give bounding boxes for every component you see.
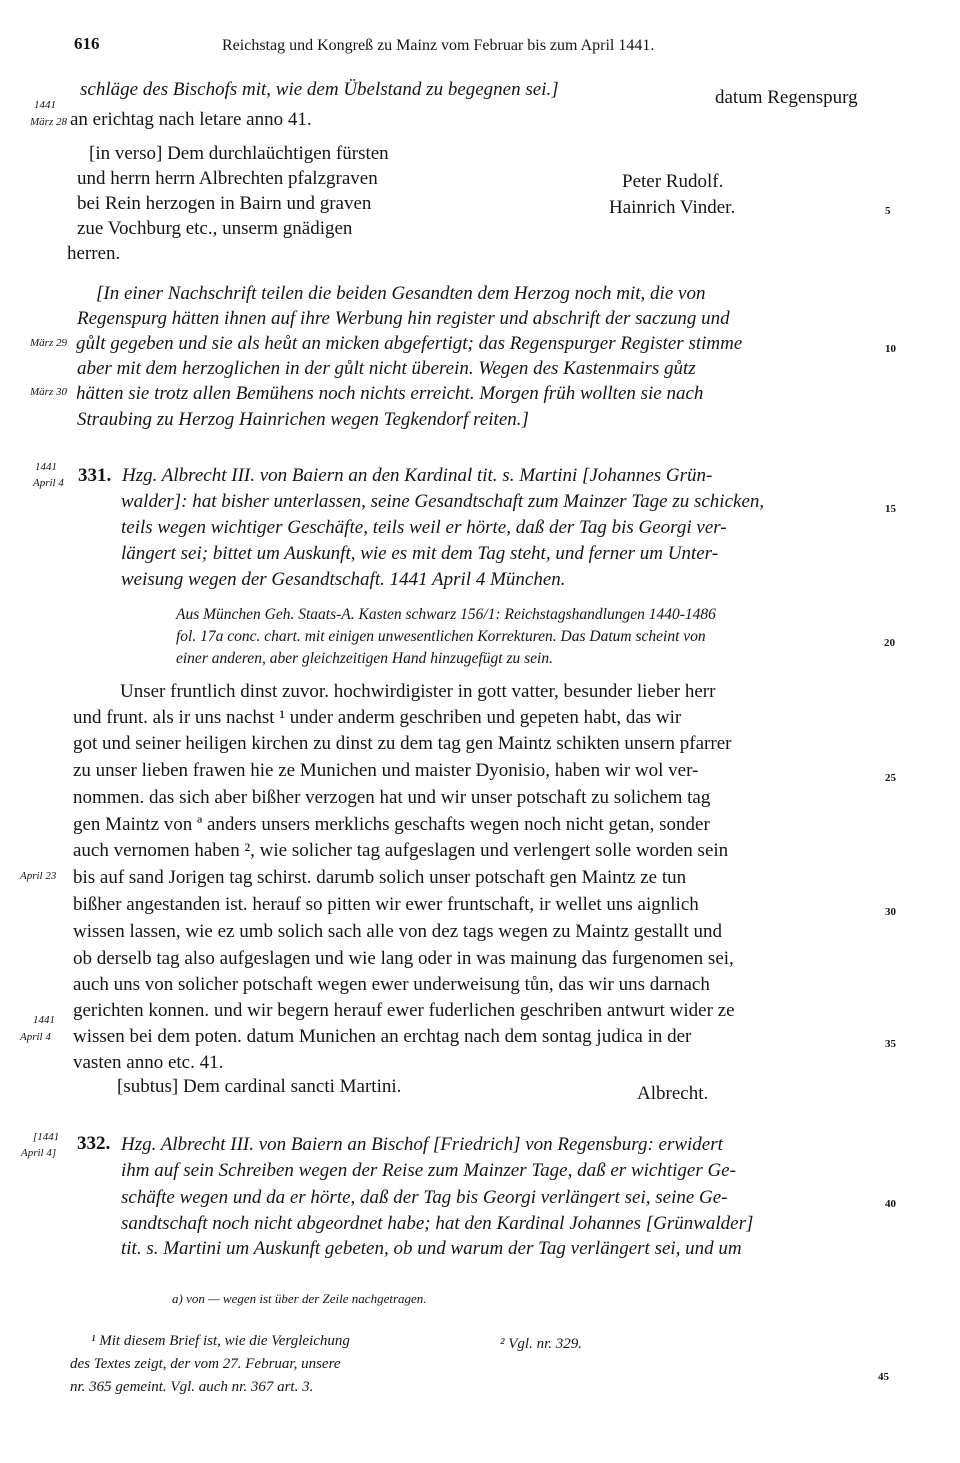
line-number: 30 bbox=[885, 906, 896, 918]
margin-date: April 4 bbox=[33, 477, 64, 489]
body-line: ob derselb tag also aufgeslagen und wie lang oder in was mainung das furgenomen sei, bbox=[73, 948, 734, 969]
regest-line: längert sei; bittet um Auskunft, wie es mit dem Tag steht, und ferner um Unter- bbox=[121, 543, 719, 564]
footnote-line: nr. 365 gemeint. Vgl. auch nr. 367 art. 3. bbox=[70, 1379, 314, 1395]
text-line: schläge des Bischofs mit, wie dem Übelstand zu begegnen sei.] bbox=[80, 79, 559, 100]
summary-line: Regenspurg hätten ihnen auf ihre Werbung hin register und abschrift der saczung und bbox=[77, 308, 730, 329]
line-number: 35 bbox=[885, 1038, 896, 1050]
source-note: einer anderen, aber gleichzeitigen Hand hinzugefügt zu sein. bbox=[176, 650, 553, 667]
footnote-line: des Textes zeigt, der vom 27. Februar, unsere bbox=[70, 1356, 341, 1372]
source-note: Aus München Geh. Staats-A. Kasten schwarz 156/1: Reichstagshandlungen 1440-1486 bbox=[176, 606, 716, 623]
footnote: a) von — wegen ist über der Zeile nachgetragen. bbox=[172, 1291, 427, 1306]
margin-date: März 28 bbox=[30, 116, 67, 128]
document-number: 332. bbox=[77, 1133, 111, 1154]
body-line: gen Maintz von ª anders unsers merklichs geschafts wegen noch nicht getan, sonder bbox=[73, 814, 710, 835]
summary-line: gůlt gegeben und sie als heůt an micken abgefertigt; das Regenspurger Register stimme bbox=[76, 333, 743, 354]
body-line: nommen. das sich aber bißher verzogen hat und wir unser potschaft zu solichem tag bbox=[73, 787, 711, 808]
text-line: an erichtag nach letare anno 41. bbox=[70, 109, 312, 130]
regest-line: Hzg. Albrecht III. von Baiern an Bischof [Friedrich] von Regensburg: erwidert bbox=[121, 1134, 723, 1155]
address-line: [in verso] Dem durchlaüchtigen fürsten bbox=[89, 143, 389, 164]
regest-line: walder]: hat bisher unterlassen, seine Gesandtschaft zum Mainzer Tage zu schicken, bbox=[121, 491, 765, 512]
body-line: auch vernomen haben ², wie solicher tag aufgeslagen und verlengert solle worden sein bbox=[73, 840, 729, 861]
margin-date-year: 1441 bbox=[33, 1014, 55, 1026]
regest-line: Hzg. Albrecht III. von Baiern an den Kardinal tit. s. Martini [Johannes Grün- bbox=[122, 465, 713, 486]
summary-line: Straubing zu Herzog Hainrichen wegen Tegkendorf reiten.] bbox=[77, 409, 529, 430]
margin-date: April 4 bbox=[20, 1031, 51, 1043]
line-number: 20 bbox=[884, 637, 895, 649]
body-line: gerichten konnen. und wir begern herauf ewer fuderlichen geschriben antwurt wider ze bbox=[73, 1000, 735, 1021]
address-line: und herrn herrn Albrechten pfalzgraven bbox=[77, 168, 378, 189]
body-line: und frunt. als ir uns nachst ¹ under anderm geschriben und gepeten habt, das wir bbox=[73, 707, 682, 728]
address-line: herren. bbox=[67, 243, 121, 264]
regest-line: schäfte wegen und da er hörte, daß der Tag bis Georgi verlängert sei, seine Ge- bbox=[121, 1187, 728, 1208]
body-line: wissen bei dem poten. datum Munichen an erchtag nach dem sontag judica in der bbox=[73, 1026, 692, 1047]
summary-line: hätten sie trotz allen Bemühens noch nichts erreicht. Morgen früh wollten sie nach bbox=[76, 383, 704, 404]
signature: Hainrich Vinder. bbox=[609, 197, 736, 218]
regest-line: tit. s. Martini um Auskunft gebeten, ob und warum der Tag verlängert sei, und um bbox=[121, 1238, 742, 1259]
summary-line: [In einer Nachschrift teilen die beiden Gesandten dem Herzog noch mit, die von bbox=[96, 283, 706, 304]
body-line: Unser fruntlich dinst zuvor. hochwirdigister in gott vatter, besunder lieber herr bbox=[120, 681, 716, 702]
regest-line: ihm auf sein Schreiben wegen der Reise zum Mainzer Tage, daß er wichtiger Ge- bbox=[121, 1160, 736, 1181]
line-number: 5 bbox=[885, 205, 891, 217]
margin-date: März 29 bbox=[30, 337, 67, 349]
body-line: bißher angestanden ist. herauf so pitten wir ewer fruntschaft, ir wellet uns aignlich bbox=[73, 894, 699, 915]
page-number: 616 bbox=[74, 34, 100, 53]
line-number: 45 bbox=[878, 1371, 889, 1383]
margin-date: April 4] bbox=[21, 1147, 57, 1159]
body-line: got und seiner heiligen kirchen zu dinst zu dem tag gen Maintz schikten unsern pfarrer bbox=[73, 733, 732, 754]
margin-date-year: [1441 bbox=[33, 1131, 60, 1143]
line-number: 25 bbox=[885, 772, 896, 784]
footnote-line: ¹ Mit diesem Brief ist, wie die Vergleichung bbox=[91, 1333, 350, 1349]
margin-date: April 23 bbox=[20, 870, 57, 882]
address-line: bei Rein herzogen in Bairn und graven bbox=[77, 193, 372, 214]
address-line: zue Vochburg etc., unserm gnädigen bbox=[77, 218, 353, 239]
signature: Albrecht. bbox=[637, 1083, 709, 1104]
regest-line: teils wegen wichtiger Geschäfte, teils weil er hörte, daß der Tag bis Georgi ver- bbox=[121, 517, 727, 538]
line-number: 40 bbox=[885, 1198, 896, 1210]
line-number: 15 bbox=[885, 503, 896, 515]
body-line: bis auf sand Jorigen tag schirst. darumb solich unser potschaft gen Maintz ze tun bbox=[73, 867, 687, 888]
regest-line: sandtschaft noch nicht abgeordnet habe; hat den Kardinal Johannes [Grünwalder] bbox=[121, 1213, 754, 1234]
margin-date-year: 1441 bbox=[35, 461, 57, 473]
signature: Peter Rudolf. bbox=[622, 171, 724, 192]
summary-line: aber mit dem herzoglichen in der gůlt nicht überein. Wegen des Kastenmairs gůtz bbox=[77, 358, 696, 379]
footnote-line: ² Vgl. nr. 329. bbox=[500, 1336, 583, 1352]
document-number: 331. bbox=[78, 465, 112, 486]
body-line: vasten anno etc. 41. bbox=[73, 1052, 224, 1073]
body-line: zu unser lieben frawen hie ze Munichen und maister Dyonisio, haben wir wol ver- bbox=[73, 760, 699, 781]
regest-line: weisung wegen der Gesandtschaft. 1441 April 4 München. bbox=[121, 569, 566, 590]
source-note: fol. 17a conc. chart. mit einigen unwesentlichen Korrekturen. Das Datum scheint von bbox=[176, 628, 706, 645]
text-line: datum Regenspurg bbox=[715, 87, 858, 108]
line-number: 10 bbox=[885, 343, 896, 355]
body-line: wissen lassen, wie ez umb solich sach alle von dez tags wegen zu Maintz gestallt und bbox=[73, 921, 722, 942]
body-line: auch uns von solicher potschaft wegen ewer underweisung tůn, das wir uns darnach bbox=[73, 974, 710, 995]
subtus-line: [subtus] Dem cardinal sancti Martini. bbox=[117, 1076, 402, 1097]
margin-date: März 30 bbox=[30, 386, 67, 398]
margin-date-year: 1441 bbox=[34, 99, 56, 111]
running-title: Reichstag und Kongreß zu Mainz vom Februar bis zum April 1441. bbox=[222, 37, 655, 54]
